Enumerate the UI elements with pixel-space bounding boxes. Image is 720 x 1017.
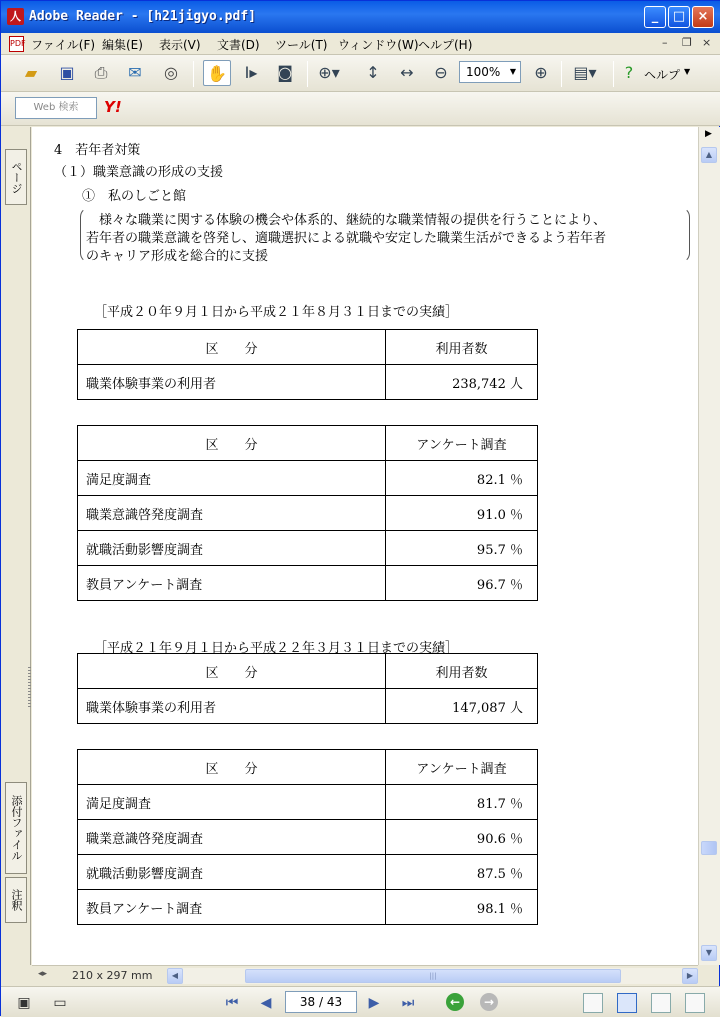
table-header: 区 分 [78, 750, 386, 785]
item-heading: ① 私のしごと館 [82, 189, 187, 204]
facing-view-button[interactable] [651, 993, 671, 1013]
scroll-up-button[interactable]: ▲ [701, 147, 717, 163]
tab-comments[interactable]: 注釈 [5, 877, 27, 923]
menu-view[interactable]: 表示(V) [159, 38, 201, 52]
survey-table [77, 425, 538, 601]
table-cell: 90.6 ％ [386, 820, 538, 855]
print-icon[interactable]: ⎙ [94, 63, 108, 82]
table-cell: 147,087 人 [386, 689, 538, 724]
maximize-button[interactable]: □ [668, 6, 690, 28]
table-header: アンケート調査 [386, 750, 538, 785]
page-info-bar [32, 965, 698, 985]
vertical-scrollbar[interactable] [698, 127, 720, 965]
description-line: 様々な職業に関する体験の機会や体系的、継続的な職業情報の提供を行うことにより、 [86, 213, 607, 228]
table-cell: 満足度調査 [78, 461, 386, 496]
page-size: 210 x 297 mm [72, 969, 153, 982]
horizontal-scroll-thumb[interactable]: ||| [245, 969, 621, 983]
table-cell: 職業意識啓発度調査 [78, 820, 386, 855]
period-heading: ［平成２１年９月１日から平成２２年３月３１日までの実績］ [94, 641, 459, 656]
survey-table [77, 749, 538, 925]
single-page-view-button[interactable] [583, 993, 603, 1013]
zoom-value: 100% [466, 65, 501, 79]
select-text-icon[interactable]: I▸ [244, 63, 258, 82]
save-icon[interactable]: ▣ [59, 63, 75, 82]
table-header: 利用者数 [386, 654, 538, 689]
pane-resize-grip[interactable] [28, 667, 31, 707]
table-cell: 91.0 ％ [386, 496, 538, 531]
tab-pages[interactable]: ページ [5, 149, 27, 205]
page-layout-icon[interactable]: ▭ [53, 995, 67, 1011]
screen-icon[interactable]: ▣ [17, 995, 31, 1011]
users-table [77, 329, 538, 400]
zoom-in-icon[interactable]: ⊕ [534, 63, 548, 82]
table-cell: 就職活動影響度調査 [78, 855, 386, 890]
help-button[interactable]: ヘルプ [644, 68, 681, 82]
horizontal-scrollbar[interactable] [167, 968, 698, 984]
description-line: 若年者の職業意識を啓発し、適職選択による就職や安定した職業生活ができるよう若年者 [86, 231, 607, 246]
adobe-reader-icon: 人 [7, 8, 24, 25]
table-cell: 81.7 ％ [386, 785, 538, 820]
doc-restore-button[interactable]: ❐ [682, 36, 692, 49]
snapshot-icon[interactable]: ◙ [277, 63, 293, 82]
vertical-scroll-thumb[interactable] [701, 841, 717, 855]
description-line: のキャリア形成を総合的に支援 [86, 249, 269, 264]
help-icon: ? [624, 63, 634, 82]
split-icon[interactable]: ◂▸ [38, 969, 48, 979]
chevron-right-icon[interactable]: ▶ [705, 129, 712, 139]
fit-width-icon[interactable]: ↔ [400, 63, 414, 82]
scroll-right-button[interactable]: ▶ [682, 968, 698, 984]
document-page [32, 127, 698, 965]
main-toolbar [1, 55, 720, 92]
title-bar [1, 1, 720, 33]
table-cell: 82.1 ％ [386, 461, 538, 496]
menu-help[interactable]: ヘルプ(H) [418, 38, 473, 52]
menu-bar [1, 33, 720, 55]
zoom-out-icon[interactable]: ⊖ [434, 63, 448, 82]
section-heading: 4 若年者対策 [54, 143, 141, 158]
first-page-button[interactable]: ⏮ [225, 995, 239, 1011]
table-cell: 職業体験事業の利用者 [78, 689, 386, 724]
page-number-field[interactable]: 38 / 43 [285, 991, 357, 1013]
scroll-down-button[interactable]: ▼ [701, 945, 717, 961]
pdf-document-icon[interactable]: PDF [9, 36, 24, 52]
navigation-pane [1, 127, 31, 965]
web-search-input[interactable]: Web 検索 [15, 97, 97, 119]
table-cell: 就職活動影響度調査 [78, 531, 386, 566]
continuous-facing-view-button[interactable] [685, 993, 705, 1013]
pages-menu-icon[interactable]: ▤▾ [573, 63, 597, 82]
table-header: 区 分 [78, 654, 386, 689]
table-header: アンケート調査 [386, 426, 538, 461]
status-bar [1, 986, 720, 1017]
table-cell: 職業体験事業の利用者 [78, 365, 386, 400]
minimize-button[interactable]: _ [644, 6, 666, 28]
yahoo-logo[interactable]: Y! [104, 98, 122, 116]
scroll-left-button[interactable]: ◀ [167, 968, 183, 984]
table-cell: 238,742 人 [386, 365, 538, 400]
tab-attachments[interactable]: 添付ファイル [5, 782, 27, 874]
menu-tools[interactable]: ツール(T) [275, 38, 328, 52]
forward-arrow-icon[interactable]: → [480, 993, 498, 1011]
chevron-down-icon[interactable]: ▼ [684, 67, 691, 76]
menu-document[interactable]: 文書(D) [217, 38, 260, 52]
table-cell: 98.1 ％ [386, 890, 538, 925]
back-arrow-icon[interactable]: ← [446, 993, 464, 1011]
doc-minimize-button[interactable]: – [662, 36, 668, 49]
zoom-in-tool-icon[interactable]: ⊕▾ [318, 63, 340, 82]
menu-file[interactable]: ファイル(F) [31, 38, 96, 52]
table-header: 区 分 [78, 426, 386, 461]
table-cell: 教員アンケート調査 [78, 566, 386, 601]
subsection-heading: （１）職業意識の形成の支援 [54, 165, 224, 180]
hand-tool-icon[interactable]: ✋ [203, 60, 231, 86]
table-cell: 96.7 ％ [386, 566, 538, 601]
previous-page-button[interactable]: ◀ [260, 995, 272, 1011]
fit-height-icon[interactable]: ↕ [366, 63, 380, 82]
window-title: Adobe Reader - [h21jigyo.pdf] [29, 9, 256, 24]
menu-edit[interactable]: 編集(E) [102, 38, 143, 52]
zoom-field[interactable] [459, 61, 521, 83]
period-heading: ［平成２０年９月１日から平成２１年８月３１日までの実績］ [94, 305, 459, 320]
open-icon[interactable]: ▰ [24, 63, 38, 82]
last-page-button[interactable]: ⏭ [401, 995, 415, 1011]
table-cell: 教員アンケート調査 [78, 890, 386, 925]
close-button[interactable]: × [692, 6, 714, 28]
table-header: 利用者数 [386, 330, 538, 365]
table-cell: 95.7 ％ [386, 531, 538, 566]
chevron-down-icon[interactable]: ▼ [509, 67, 517, 76]
table-header: 区 分 [78, 330, 386, 365]
search-binoculars-icon[interactable]: ◎ [164, 63, 178, 82]
table-cell: 職業意識啓発度調査 [78, 496, 386, 531]
continuous-view-button[interactable] [617, 993, 637, 1013]
email-icon[interactable]: ✉ [128, 63, 142, 82]
menu-window[interactable]: ウィンドウ(W) [338, 38, 419, 52]
table-cell: 87.5 ％ [386, 855, 538, 890]
table-cell: 満足度調査 [78, 785, 386, 820]
next-page-button[interactable]: ▶ [368, 995, 380, 1011]
users-table [77, 653, 538, 724]
doc-close-button[interactable]: × [702, 36, 712, 49]
